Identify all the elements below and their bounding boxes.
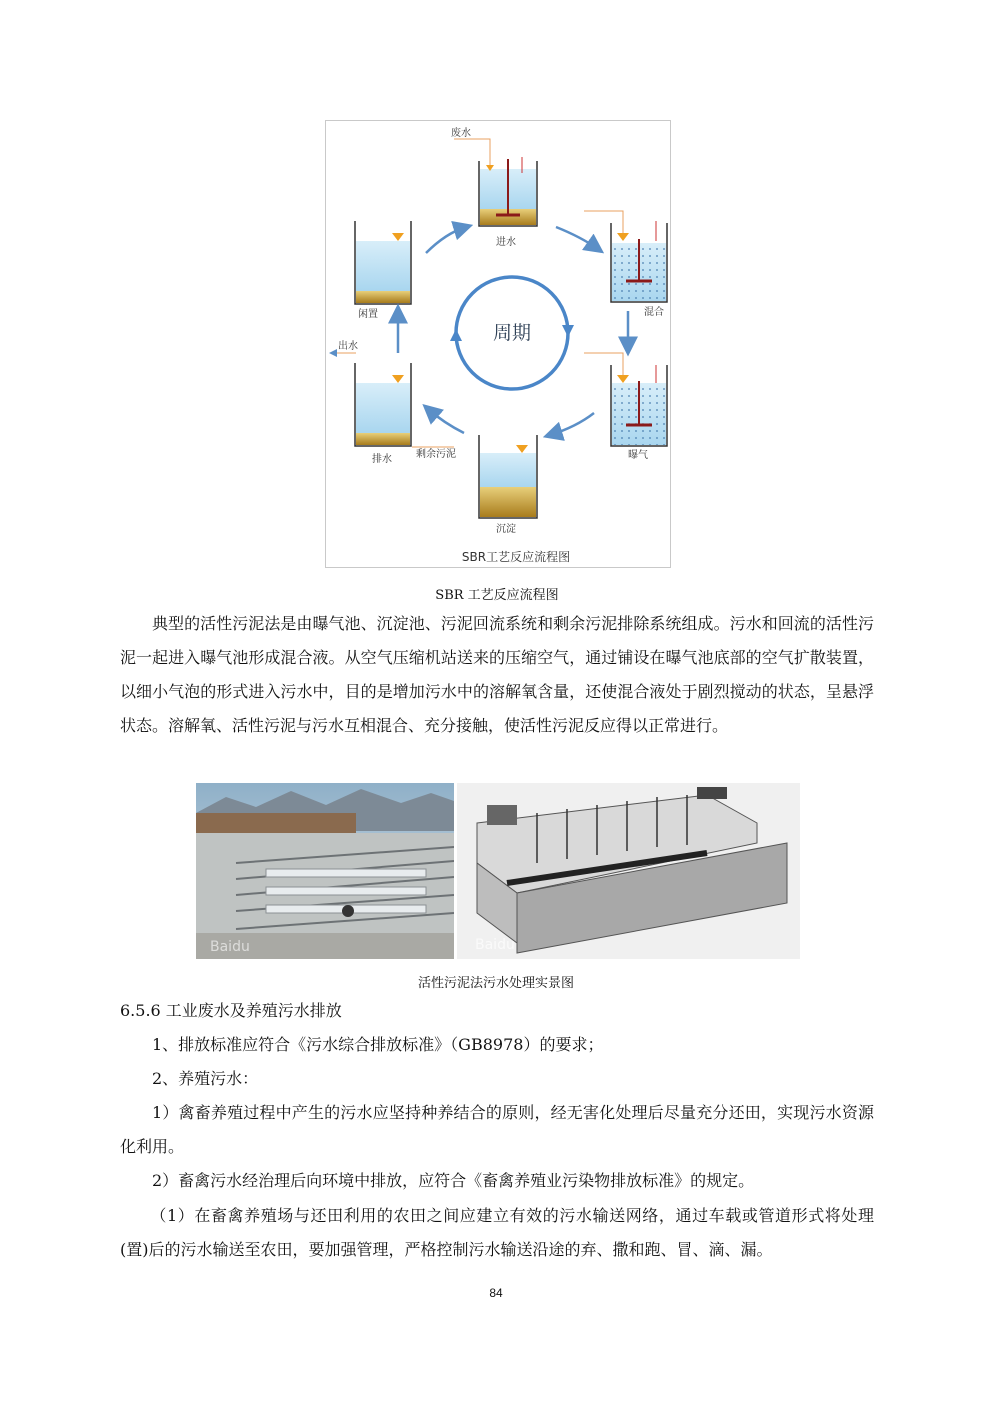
label-stage-mix: 混合 <box>644 307 664 318</box>
label-stage-aerate: 曝气 <box>628 450 648 461</box>
label-stage-idle: 闲置 <box>358 309 378 320</box>
tank-fill <box>454 139 537 226</box>
page-number: 84 <box>489 1286 503 1300</box>
label-effluent: 出水 <box>338 341 358 352</box>
sbr-diagram-svg <box>326 121 670 567</box>
tank-settle <box>479 435 537 518</box>
list-item-2: 2、养殖污水： <box>152 1069 259 1088</box>
cycle-center-label: 周期 <box>492 322 532 344</box>
list-item-2-2: 2）畜禽污水经治理后向环境中排放，应符合《畜禽养殖业污染物排放标准》的规定。 <box>152 1171 755 1190</box>
tank-aerate <box>584 353 667 446</box>
label-stage-fill: 进水 <box>496 237 516 248</box>
label-stage-drain: 排水 <box>372 454 392 465</box>
tank-idle <box>355 221 411 304</box>
figure2-caption: 活性污泥法污水处理实景图 <box>417 976 574 991</box>
figure1-caption: SBR 工艺反应流程图 <box>435 588 559 603</box>
watermark-baidu-2: Baidu <box>475 937 515 953</box>
tank-mix <box>584 211 667 302</box>
watermark-baidu-1: Baidu <box>210 939 250 955</box>
section-heading: 6.5.6 工业废水及养殖污水排放 <box>120 1001 342 1020</box>
photo-aeration-tank <box>457 783 800 959</box>
list-item-2-1: 1）禽畜养殖过程中产生的污水应坚持种养结合的原则，经无害化处理后尽量充分还田，实现污水资源化利用。 <box>120 1103 874 1156</box>
label-influent: 废水 <box>451 128 471 139</box>
list-item-2-2-1: （1）在畜禽养殖场与还田利用的农田之间应建立有效的污水输送网络，通过车载或管道形式将处理(置)后的污水输送至农田，要加强管理，严格控制污水输送沿途的弃、撒和跑、冒、滴、漏。 <box>120 1206 874 1259</box>
photo-treatment-plant <box>196 783 454 959</box>
paragraph-activated-sludge: 典型的活性污泥法是由曝气池、沉淀池、污泥回流系统和剩余污泥排除系统组成。污水和回流的活性污泥一起进入曝气池形成混合液。从空气压缩机站送来的压缩空气，通过铺设在曝气池底部的空气扩散装置，以细小气泡的形式进入污水中，目的是增加污水中的溶解氧含量，还使混合液处于剧烈搅动的状态，呈悬浮状态。溶解氧、活性污泥与污水互相混合、充分接触，使活性污泥反应得以正常进行。 <box>120 614 874 735</box>
diagram-inner-title: SBR工艺反应流程图 <box>461 550 571 564</box>
label-excess-sludge: 剩余污泥 <box>416 449 456 460</box>
label-stage-settle: 沉淀 <box>496 524 516 535</box>
list-item-1: 1、排放标准应符合《污水综合排放标准》（GB8978）的要求； <box>152 1035 604 1054</box>
tank-drain <box>332 353 454 447</box>
sbr-diagram-figure <box>325 120 671 568</box>
